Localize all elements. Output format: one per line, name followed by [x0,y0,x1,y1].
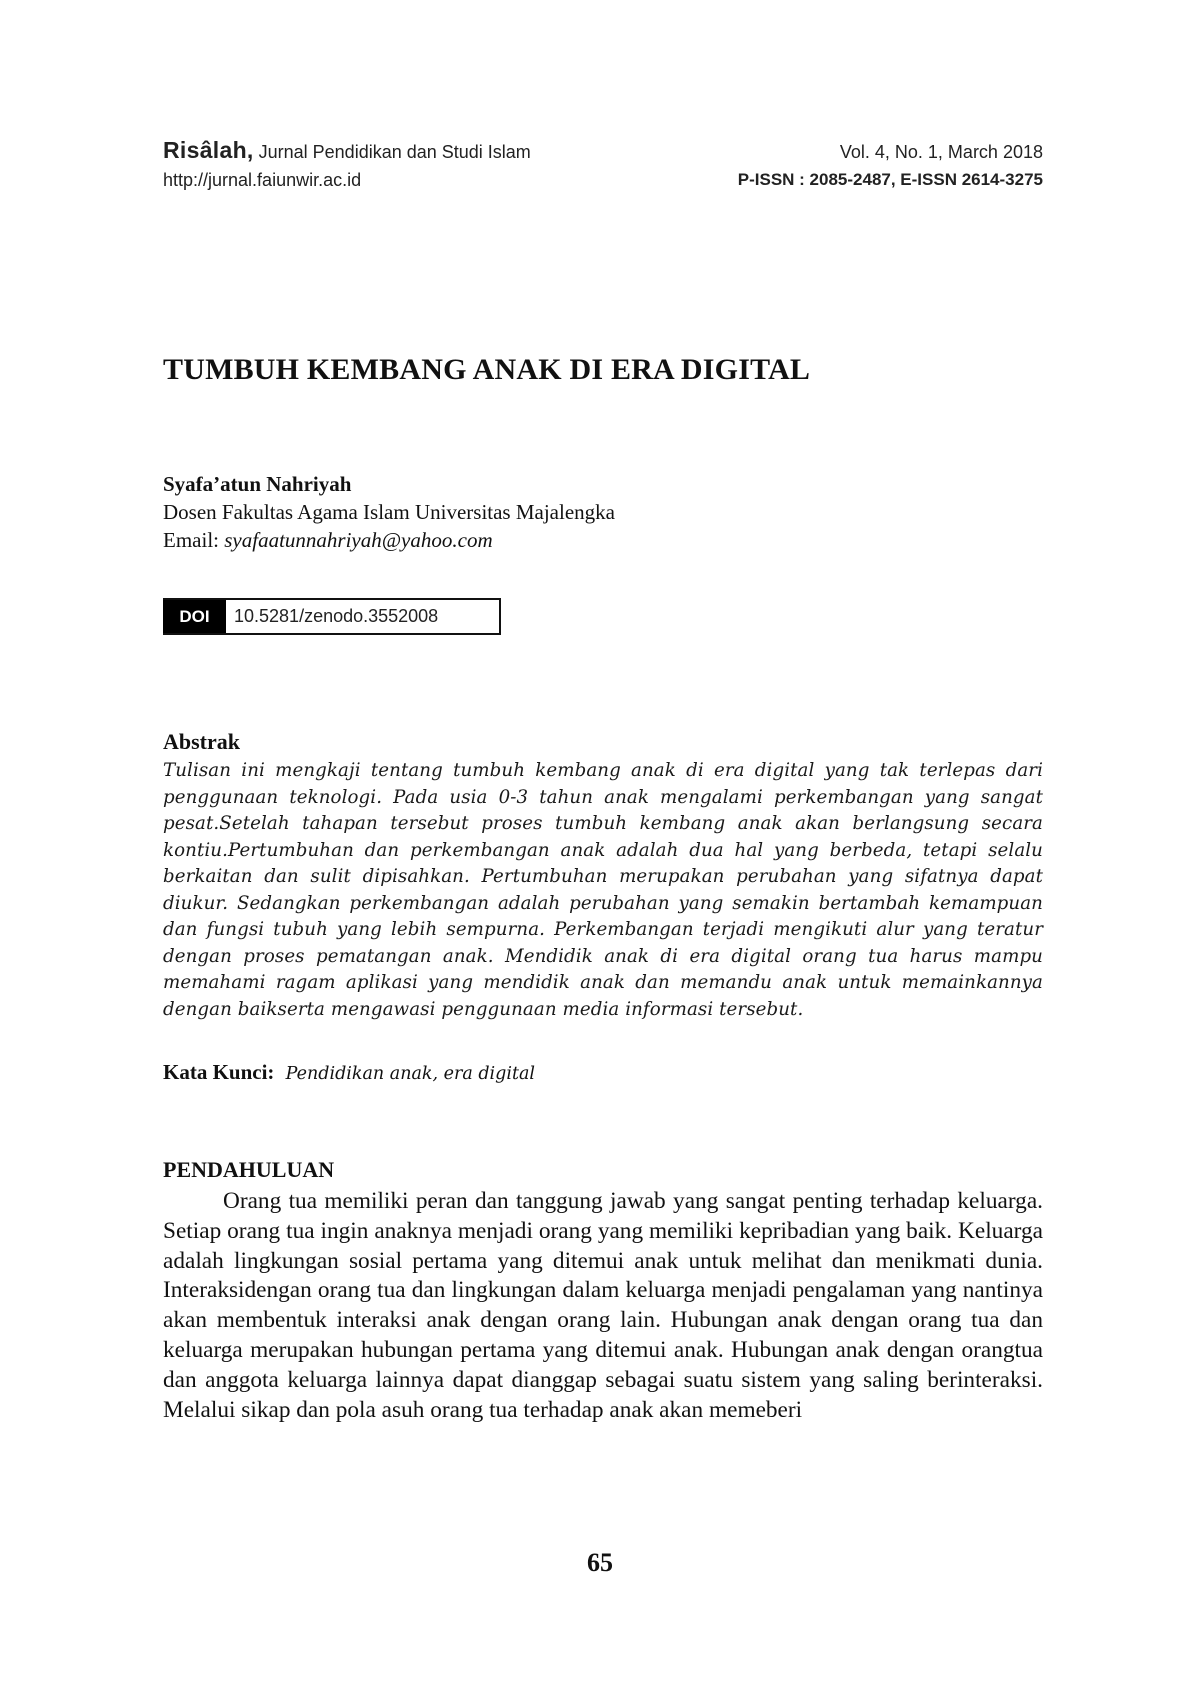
journal-subtitle: Jurnal Pendidikan dan Studi Islam [258,142,531,162]
issn-info: P-ISSN : 2085-2487, E-ISSN 2614-3275 [737,170,1043,189]
page-number: 65 [587,1548,613,1577]
journal-brand: Risâlah, [163,137,254,163]
issue-info [738,140,1043,192]
author-email[interactable]: syafaatunnahriyah@yahoo.com [224,528,493,552]
email-label: Email: [163,528,219,552]
author-name: Syafa’atun Nahriyah [163,472,352,496]
abstract-heading: Abstrak [163,729,241,754]
journal-header [163,138,531,192]
introduction-text: Orang tua memiliki peran dan tanggung jawab yang sangat penting terhadap keluarga. Setiap orang tua ingin anaknya menjadi orang yang memiliki kepribadian yang baik. Keluarga adalah lingkungan sosial pertama yang ditemui anak untuk melihat dan menikmati dunia. Interaksidengan orang tua dan lingkungan dalam keluarga menjadi pengalaman yang nantinya akan membentuk interaksi anak dengan orang lain. Hubungan anak dengan orang tua dan keluarga merupakan hubungan pertama yang ditemui anak. Hubungan anak dengan orangtua dan anggota keluarga lainnya dapat dianggap sebagai suatu sistem yang saling berinteraksi. Melalui sikap dan pola asuh orang tua terhadap anak akan memeberi [163,1188,1043,1423]
author-block [163,470,615,554]
keywords-label: Kata Kunci: [163,1060,275,1084]
journal-name-line [163,138,531,164]
doi-value[interactable]: 10.5281/zenodo.3552008 [234,606,439,626]
keywords-line [163,1060,535,1085]
doi-box [163,598,501,635]
doi-label: DOI [163,600,226,633]
journal-url[interactable]: http://jurnal.faiunwir.ac.id [163,170,362,190]
abstract-text: Tulisan ini mengkaji tentang tumbuh kembang anak di era digital yang tak terlepas dari penggunaan teknologi. Pada usia 0-3 tahun anak mengalami perkembangan yang sangat pesat.Setelah tahapan tersebut proses tumbuh kembang anak akan berlangsung secara kontiu.Pertumbuhan dan perkembangan anak adalah dua hal yang berbeda, tetapi selalu berkaitan dan sulit dipisahkan. Pertumbuhan merupakan perubahan yang sifatnya dapat diukur. Sedangkan perkembangan adalah perubahan yang semakin bertambah kemampuan dan fungsi tubuh yang lebih sempurna. Perkembangan terjadi mengikuti alur yang teratur dengan proses pematangan anak. Mendidik anak di era digital orang tua harus mampu memahami ragam aplikasi yang mendidik anak dan memandu anak untuk memainkannya dengan baikserta mengawasi penggunaan media informasi tersebut. [163,760,1043,1020]
keywords-value: Pendidikan anak, era digital [285,1064,536,1084]
author-email-line [163,526,615,554]
author-affiliation: Dosen Fakultas Agama Islam Universitas Majalengka [163,500,615,524]
introduction-heading: PENDAHULUAN [163,1157,335,1182]
article-title: TUMBUH KEMBANG ANAK DI ERA DIGITAL [163,353,811,386]
volume-info: Vol. 4, No. 1, March 2018 [839,142,1043,162]
